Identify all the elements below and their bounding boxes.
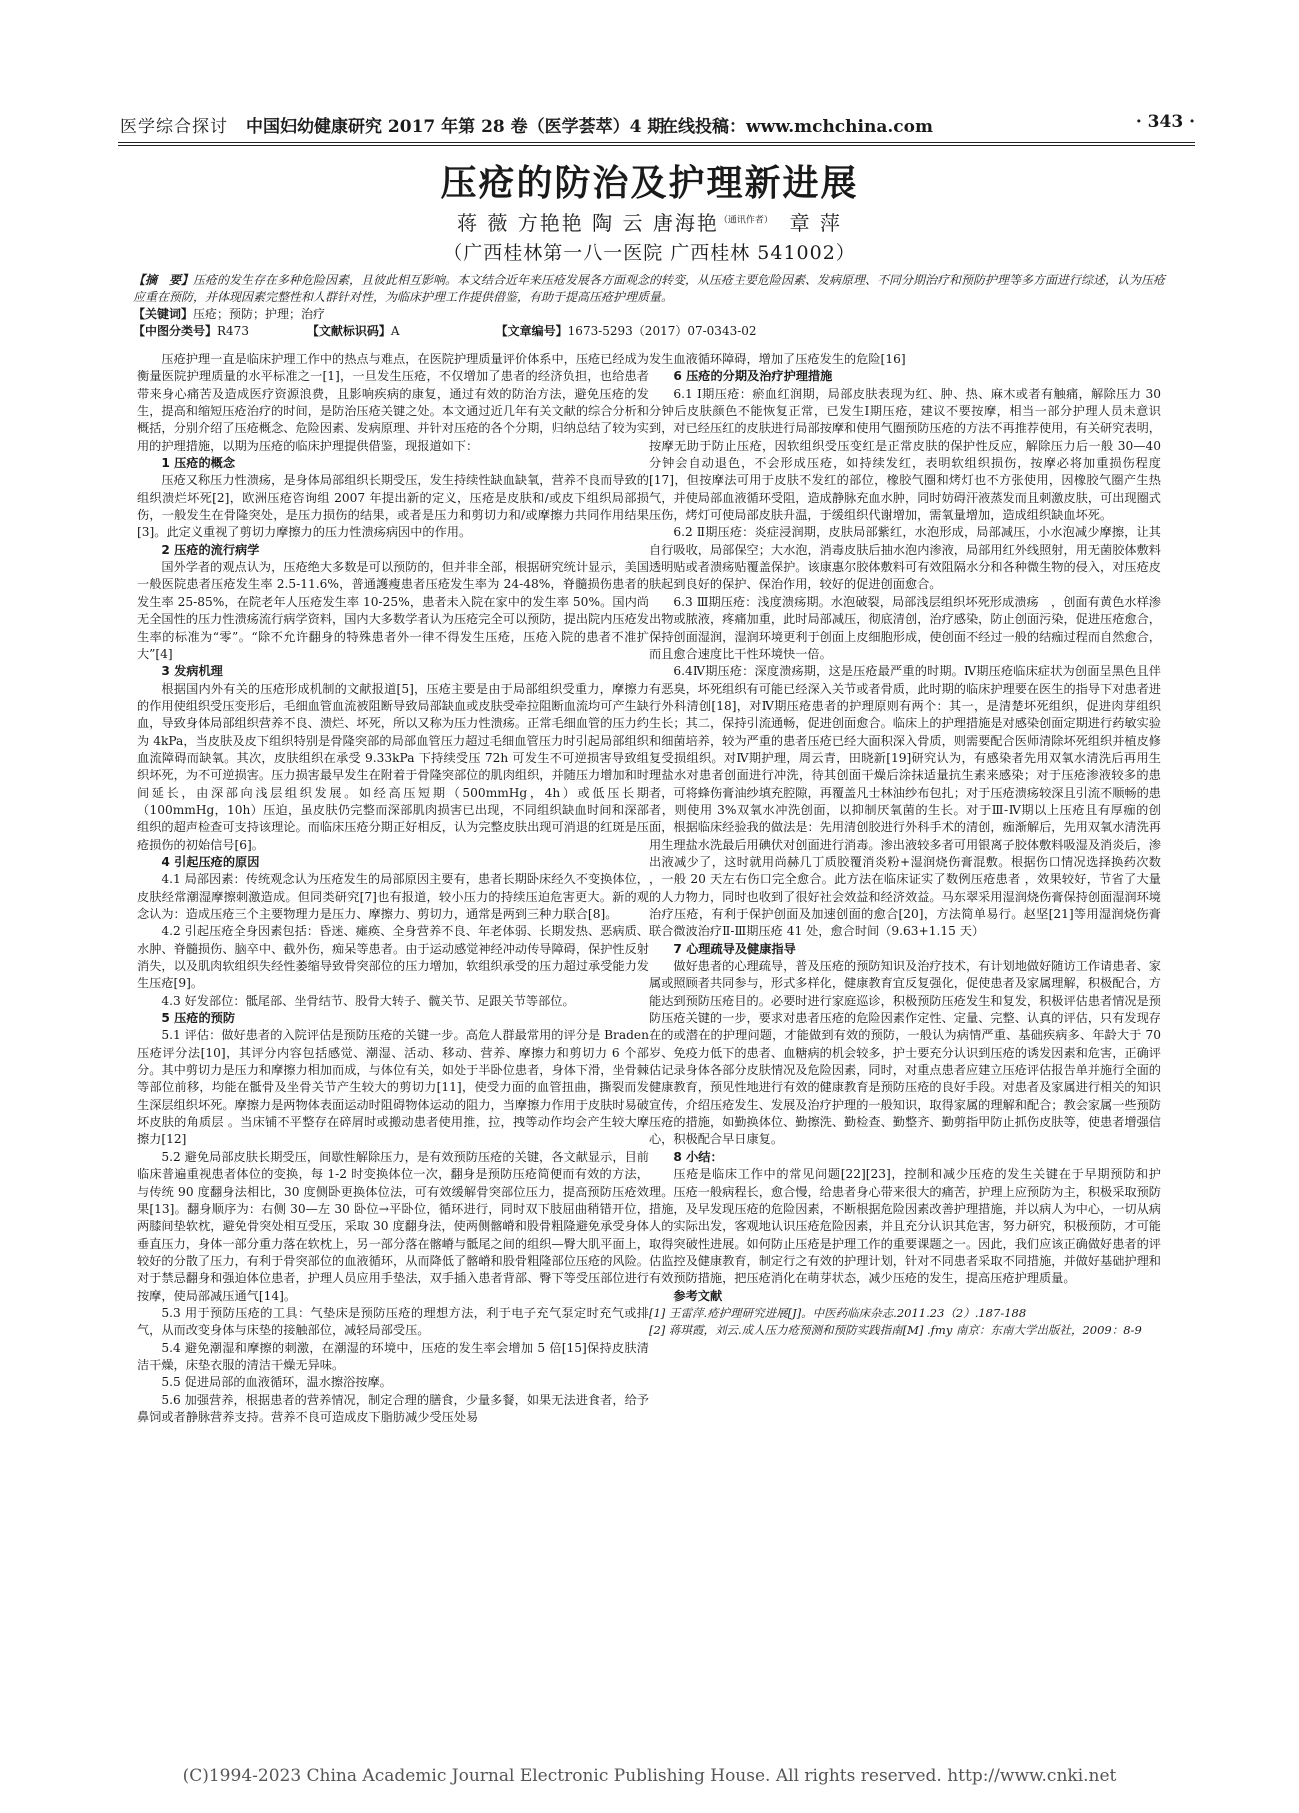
paragraph: 5.6 加强营养，根据患者的营养情况，制定合理的膳食，少量多餐，如果无法进食者，给予鼻饲或者静脉营养支持。营养不良可造成皮下脂肪减少受压处易 [137,1392,649,1424]
paragraph: 压疮又称压力性溃疡，是身体局部组织长期受压，发生持续性缺血缺氧，营养不良而导致的组织溃烂坏死[2]，欧洲压疮咨询组 2007 年提出新的定义，压疮是皮肤和/或皮下组织局部损伤，一般发生在骨隆突处，是压力损伤的结果，或者是压力和剪切力和/或摩擦力共同作用结果[3]。此定义重视了剪切力摩擦力的压力性溃疡病因中的作用。 [137,473,649,540]
abstract-label: 【摘 要】 [133,273,194,287]
section-heading: 3 发病机理 [161,664,223,679]
right-column [649,351,1161,1340]
running-header [120,112,1195,140]
abstract-text: 压疮的发生存在多种危险因素，且彼此相互影响。本文结合近年来压疮发展各方面观念的转变，从压疮主要危险因素、发病原理、不同分期治疗和预防护理等多方面进行综述，认为压疮应重在预防，并体现因素完整性和人群针对性，为临床护理工作提供借鉴，有助于提高压疮护理质量。 [133,273,1166,304]
keywords [133,306,1173,323]
author-line [0,207,1299,236]
references-heading: 参考文献 [673,1288,723,1303]
paragraph: 根据国内外有关的压疮形成机制的文献报道[5]，压疮主要是由于局部组织受重力，摩擦力的作用使组织受压变形后，毛细血管血流被阻断导致局部缺血或皮肤受牵拉阻断血流均可产生缺血，导致身体局部组织营养不良、溃烂、坏死，所以又称为压力性溃疡。正常毛细血管的压力约为 4kPa，当皮肤及皮下组织特别是骨隆突部的局部血管压力超过毛细血管压力时引起局部组织血流障碍而缺氧。其次，皮肤组织在承受 9.33kPa 下持续受压 72h 可发生不可逆损害导致组织坏死，为不可逆损害。压力损害最早发生在附着于骨隆突部位的肌肉组织，并随压力增加和时间延长，由深部向浅层组织发展。如经高压短期（500mmHg，4h）或低压长期（100mmHg，10h）压迫，虽皮肤仍完整而深部肌肉损害已出现，不同组织缺血时间和深部组织的超声检查可支持该理论。而临床压疮分期正好相反，认为完整皮肤出现可消退的红斑是压疮损伤的初始信号[6]。 [137,681,649,852]
paragraph: 5.3 用于预防压疮的工具：气垫床是预防压疮的理想方法，利于电子充气泵定时充气或排气，从而改变身体与床垫的接触部位，减轻局部受压。 [137,1305,649,1338]
art-value: 1673-5293（2017）07-0343-02 [567,324,757,338]
section-heading: 6 压疮的分期及治疗护理措施 [673,369,833,384]
art-label: 【文章编号】 [495,324,568,338]
section-heading: 8 小结： [673,1149,723,1164]
keywords-label: 【关键词】 [133,307,194,321]
cls-value: R473 [217,324,249,338]
paragraph: 做好患者的心理疏导，普及压疮的预防知识及治疗技术，有计划地做好随访工作请患者、家属或照顾者共同参与，形式多样化，健康教育宜反复强化，促使患者及家属理解，积极配合，方能达到预防压疮目的。必要时进行家庭巡诊，积极预防压疮发生和复发，积极评估患者情况是预防压疮关键的一步，要求对患者压疮的危险因素作定性、定量、完整、认真的评估，只有发现存在的或潜在的护理问题，才能做到有效的预防，一般认为病情严重、基础疾病多、年龄大于 70 岁、免疫力低下的患者、血糖病的机会较多，护士要充分认识到压疮的诱发因素和危害，正确评估记录身体各部分皮肤情况及危险因素，同时，对重点患者应建立压疮评估报告单并施行全面的健康教育，预见性地进行有效的健康教育是预防压疮的良好手段。对患者及家属进行相关的知识宣传，介绍压疮发生、发展及治疗护理的一般知识，取得家属的理解和配合；教会家属一些预防压疮的措施，如勤换体位、勤擦洗、勤检查、勤整齐、勤剪指甲防止抓伤皮肤等，使患者增强信心，积极配合早日康复。 [649,959,1161,1147]
section-heading: 7 心理疏导及健康指导 [673,941,796,956]
corresponding-author-note: （通讯作者） [718,215,773,226]
header-rule-thin [118,145,1195,146]
abstract [133,272,1173,306]
reference-item: [2] 蒋琪霞，刘云.成人压力疮预测和预防实践指南[M] .fmy 南京：东南大学出版社，2009：8-9 [649,1323,1142,1338]
cnki-copyright-footer: (C)1994-2023 China Academic Journal Electronic Publishing House. All rights reserved. http://www.cnki.net [182,1766,1117,1786]
author-names: 蒋 薇 方艳艳 陶 云 唐海艳 [457,211,719,235]
paragraph: 5.5 促进局部的血液循环，温水擦浴按摩。 [161,1375,392,1390]
author-last: 章 萍 [789,211,842,235]
paragraph: 4.1 局部因素：传统观念认为压疮发生的局部原因主要有，患者长期卧床经久不变换体位，皮肤经常潮湿摩擦刺激造成。但同类研究[7]也有报道，较小压力的持续压迫危害更大。新的观念认为：造成压疮三个主要物理力是压力、摩擦力、剪切力，通常是两到三种力联合[8]。 [137,872,649,921]
header-page-number: · 343 · [1135,112,1195,132]
paragraph: 发生血液循环障碍，增加了压疮发生的危险[16] [649,352,906,366]
reference-item: [1] 王雷萍.疮护理研究进展[J]。中医药临床杂志.2011.23（2）.187-188 [649,1305,1027,1320]
header-submission-site: 在线投稿：www.mchchina.com [661,117,933,137]
article-title: 压疮的防治及护理新进展 [440,162,859,204]
left-column [137,351,649,1426]
paragraph: 压疮是临床工作中的常见问题[22][23]，控制和减少压疮的发生关键在于早期预防和护理。压疮一般病程长，愈合慢，给患者身心带来很大的痛苦，护理上应预防为主，积极采取预防措施，及早发现压疮的危险因素，不断根据危险因素改善护理措施，并以病人为中心，一切从病人的实际出发，客观地认识压疮危险因素，并且充分认识其危害，努力研究，积极预防，才可能取得突破性进展。如何防止压疮是护理工作的重要课题之一。因此，我们应该正确做好患者的评估监控及健康教育，制定行之有效的护理计划，针对不同患者采取不同措施，并做好基础护理和有效预防措施，把压疮消化在萌芽状态，减少压疮的发生，提高压疮护理质量。 [649,1167,1161,1286]
doc-value: A [390,324,400,338]
header-journal: 中国妇幼健康研究 2017 年第 28 卷（医学荟萃）4 期 [246,117,665,137]
paragraph: 5.4 避免潮湿和摩擦的刺激，在潮湿的环境中，压疮的发生率会增加 5 倍[15]保持皮肤清洁干燥，床垫衣服的清洁干燥无异味。 [137,1340,649,1372]
paragraph: 国外学者的观点认为，压疮绝大多数是可以预防的，但并非全部，根据研究统计显示，美国一般医院患者压疮发生率 2.5-11.6%，普通護瘦患者压疮发生率为 24-48%，脊髓损伤患者的发生率 25-85%，在院老年人压疮发生率 10-25%，患者未入院在家中的发生率 50%。国内尚无全国性的压力性溃疡流行病学资料，国内大多数学者认为压疮完全可以预防，提出院内压疮发生率的标准为“零”。“除不允许翻身的特殊患者外一律不得发生压疮，压疮入院的患者不准扩大”[4] [137,560,649,661]
paragraph: 6.2 Ⅱ期压疮：炎症浸润期，皮肤局部紫红，水泡形成，局部减压，小水泡减少摩擦，让其自行吸收，局部保空；大水泡，消毒皮肤后抽水泡内渗液，局部用红外线照射，用无菌胶体敷料透明贴或者溃疡贴覆盖保护。该康惠尔胶体敷料可有效阻隔水分和各种微生物的侵入，对压疮皮肤起到良好的保护、保治作用，较好的促进创面愈合。 [649,525,1161,592]
classification-line [133,323,1173,340]
paragraph: 6.4Ⅳ期压疮：深度溃疡期，这是压疮最严重的时期。Ⅳ期压疮临床症状为创面呈黑色且伴有恶臭，坏死组织有可能已经深入关节或者骨质，此时期的临床护理要在医生的指导下对患者进行外科清创[18]，对Ⅳ期压疮患者的护理原则有两个：其一，是清楚坏死组织，促进肉芽组织生长；其二，保持引流通畅，促进创面愈合。临床上的护理措施是对感染创面定期进行药敏实验和细菌培养，较为严重的患者压疮已经大面积深入骨质，则需要配合医师清除坏死组织并植皮修复受损组织。对Ⅳ期护理，周云青，田晓新[19]研究认为，有感染者先用双氧水清洗后再用生理盐水对患者创面进行冲洗，待其创面干燥后涂抹适量抗生素来感染；对于压疮渗液较多的患者，可将蜂伤膏油纱填充腔隙，再覆盖凡士林油纱布包扎；对于压疮溃疡较深且引流不顺畅的患者，则使用 3%双氧水冲洗创面，以抑制厌氧菌的生长。对于Ⅲ-Ⅳ期以上压疮且有厚痂的创面，根据临床经验我的做法是：先用清创胶进行外科手术的清创，痂渐解后，先用双氧水清洗再用生理盐水洗最后用碘伏对创面进行消毒。渗出液较多者可用银离子胶体敷料吸湿及消炎后，渗出液减少了，这时就用尚赫几丁质胶覆消炎粉+湿润烧伤膏混敷。根据伤口情况选择换药次数 ，一般 20 天左右伤口完全愈合。此方法在临床证实了数例压疮患者 ，效果较好，节省了大量的人力物力，同时也收到了很好社会效益和经济效益。马东翠采用湿润烧伤膏保持创面湿润环境治疗压疮，有利于保护创面及加速创面的愈合[20]，方法简单易行。赵坚[21]等用湿润烧伤膏联合微波治疗Ⅱ-Ⅲ期压疮 41 处，愈合时间（9.63+1.15 天） [649,664,1161,939]
section-heading: 1 压疮的概念 [161,456,236,471]
paragraph: 4.2 引起压疮全身因素包括：昏迷、瘫痪、全身营养不良、年老体弱、长期发热、恶病质、水肿、脊髓损伤、脑卒中、截外伤，痴呆等患者。由于运动感觉神经冲动传导障碍，保护性反射消失，以及肌肉软组织失经性萎缩导致骨突部位的压力增加，软组织承受的压力超过承受能力发生压疮[9]。 [137,924,649,991]
doc-label: 【文献标识码】 [306,324,391,338]
affiliation: （广西桂林第一八一医院 广西桂林 541002） [443,242,856,264]
header-rule [118,142,1195,143]
paragraph: 5.2 避免局部皮肤长期受压，间歇性解除压力，是有效预防压疮的关键，各文献显示，目前临床普遍重视患者体位的变换，每 1-2 时变换体位一次，翻身是预防压疮简便而有效的方法，与传统 90 度翻身法相比，30 度侧卧更换体位法，可有效缓解骨突部位压力，提高预防压疮效果[13]。翻身顺序为：右侧 30—左 30 卧位→平卧位，循环进行，同时双下肢屈曲稍错开位，两膝间垫软枕，避免骨突处相互受压，采取 30 度翻身法，使两侧髂嵴和股骨粗隆避免承受身体垂直压力，身体一部分重力落在软枕上，另一部分落在髂嵴与骶尾之间的组织—臀大肌平面上，较好的分散了压力，有利于骨突部位的血液循环，从而降低了髂嵴和股骨粗隆部位压疮的风险。对于禁忌翻身和强迫体位患者，护理人员应用手垫法，双手插入患者背部、臀下等受压部位进行按摩，使局部减压通气[14]。 [137,1149,649,1303]
section-heading: 4 引起压疮的原因 [161,854,260,869]
section-heading: 2 压疮的流行病学 [161,542,260,557]
header-section: 医学综合探讨 [120,117,228,137]
keywords-text: 压疮；预防；护理；治疗 [193,307,326,321]
paragraph: 压疮护理一直是临床护理工作中的热点与难点，在医院护理质量评价体系中，压疮已经成为衡量医院护理质量的水平标准之一[1]，一旦发生压疮，不仅增加了患者的经济负担，也给患者带来身心痛苦及造成医疗资源浪费，且影响疾病的康复，通过有效的防治方法，避免压疮的发生，提高和缩短压疮治疗的时间，是防治压疮关键之处。本文通过近几年有关文献的综合分析和概括，分别介绍了压疮概念、危险因素、发病原理、并针对压疮的各个分期，归纳总结了较为实用的护理措施，以期为压疮的临床护理提供借鉴，现报道如下： [137,352,649,453]
paragraph: 4.3 好发部位：骶尾部、坐骨结节、股骨大转子、髋关节、足跟关节等部位。 [161,993,575,1008]
paragraph: 6.3 Ⅲ期压疮：浅度溃疡期。水泡破裂，局部浅层组织坏死形成溃疡 ，创面有黄色水样渗出物或脓液，疼痛加重，此时局部减压，彻底清创，治疗感染，防止创面污染，促进压疮愈合，保持创面湿润，湿润环境更利于创面上皮细胞形成，使创面不经过一般的结痂过程而自然愈合，而且愈合速度比干性环境快一倍。 [649,594,1161,661]
paragraph: 5.1 评估：做好患者的入院评估是预防压疮的关键一步。高危人群最常用的评分是 Braden 压疮评分法[10]，其评分内容包括感觉、潮湿、活动、移动、营养、摩擦力和剪切力 6 个部分。其中剪切力是压力和摩擦力相加而成，与体位有关，如处于半卧位患者，身体下滑，坐骨棘等部位前移，均能在骶骨及坐骨关节产生较大的剪切力[11]，使受力面的血管扭曲，撕裂而发生深层组织坏死。摩擦力是两物体表面运动时阻碍物体运动的阻力，当摩擦力作用于皮肤时易破坏皮肤的角质层 。当床铺不平整存在碎屑时或搬动患者使用推，拉，拽等动作均会产生较大摩擦力[12] [137,1028,649,1147]
cls-label: 【中图分类号】 [133,324,218,338]
paragraph: 6.1 Ⅰ期压疮：瘀血红润期，局部皮肤表现为红、肿、热、麻木或者有触痛，解除压力 30 分钟后皮肤颜色不能恢复正常，已发生Ⅰ期压疮，建议不要按摩，相当一部分护理人员未意识到，对已经压红的皮肤进行局部按摩和使用气圈预防压疮的方法不再推荐使用，有关研究表明，按摩无助于防止压疮，因软组织受压变红是正常皮肤的保护性反应，解除压力后一般 30—40 分钟会自动退色，不会形成压疮，如持续发红，表明软组织损伤，按摩必将加重损伤程度[17]，但按摩法可用于皮肤不发红的部位，橡胶气圈和烤灯也不方张使用，因橡胶气圈产生热气，并使局部血液循环受阻，造成静脉充血水肿，同时妨碍汗液蒸发而且刺激皮肤，可出现圈式压伤，烤灯可使局部皮肤升温，于缓组织代谢增加，需氧量增加，造成组织缺血坏死。 [649,386,1161,523]
section-heading: 5 压疮的预防 [161,1011,236,1026]
